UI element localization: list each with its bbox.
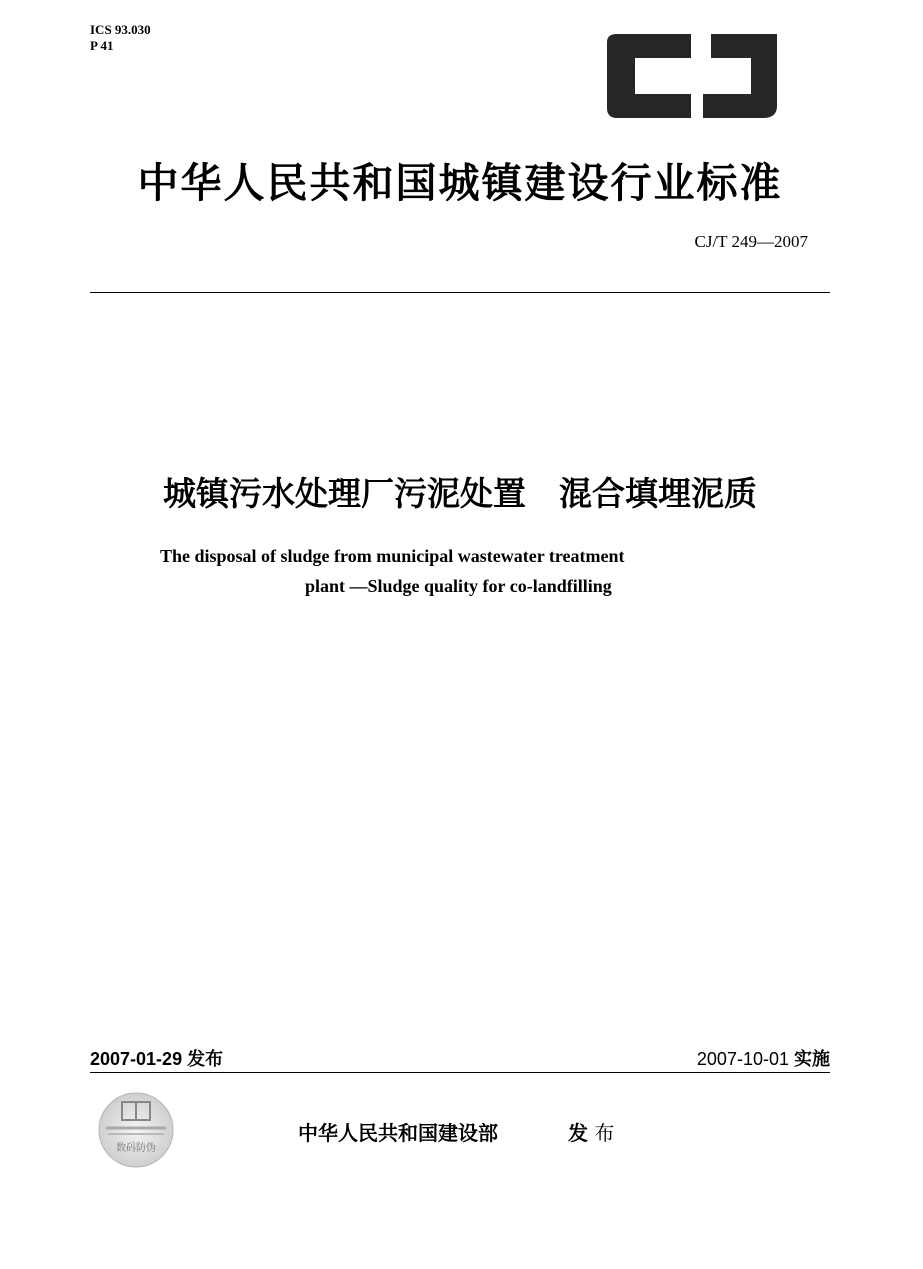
- cj-logo: [603, 32, 781, 120]
- footer-divider: [90, 1072, 830, 1073]
- document-title-cn: 城镇污水处理厂污泥处置 混合填埋泥质: [163, 474, 757, 513]
- implementation-date: [697, 1045, 830, 1071]
- classification-codes: [90, 22, 151, 54]
- standard-title: 中华人民共和国城镇建设行业标准: [137, 159, 783, 207]
- seal-text: 数码防伪: [116, 1143, 156, 1154]
- issue-date: 2007-01-29 发布: [90, 1049, 224, 1069]
- ics-code: ICS 93.030: [90, 22, 151, 37]
- publish-label: [568, 1117, 614, 1146]
- publish-label-bu: 布: [594, 1121, 615, 1145]
- standard-number: CJ/T 249—2007: [694, 232, 808, 251]
- implementation-date-value: 2007-10-01: [696, 1049, 789, 1069]
- document-title-en-line2: plant —Sludge quality for co-landfilling: [305, 576, 612, 596]
- implementation-label: 实施: [794, 1049, 830, 1069]
- class-code: P 41: [90, 38, 114, 53]
- header-divider: [90, 292, 830, 293]
- document-title-en-line1: The disposal of sludge from municipal wastewater treatment: [160, 546, 625, 566]
- publisher: 中华人民共和国建设部: [298, 1121, 498, 1145]
- anti-counterfeit-seal: [96, 1090, 176, 1170]
- publish-label-fa: 发: [568, 1121, 588, 1145]
